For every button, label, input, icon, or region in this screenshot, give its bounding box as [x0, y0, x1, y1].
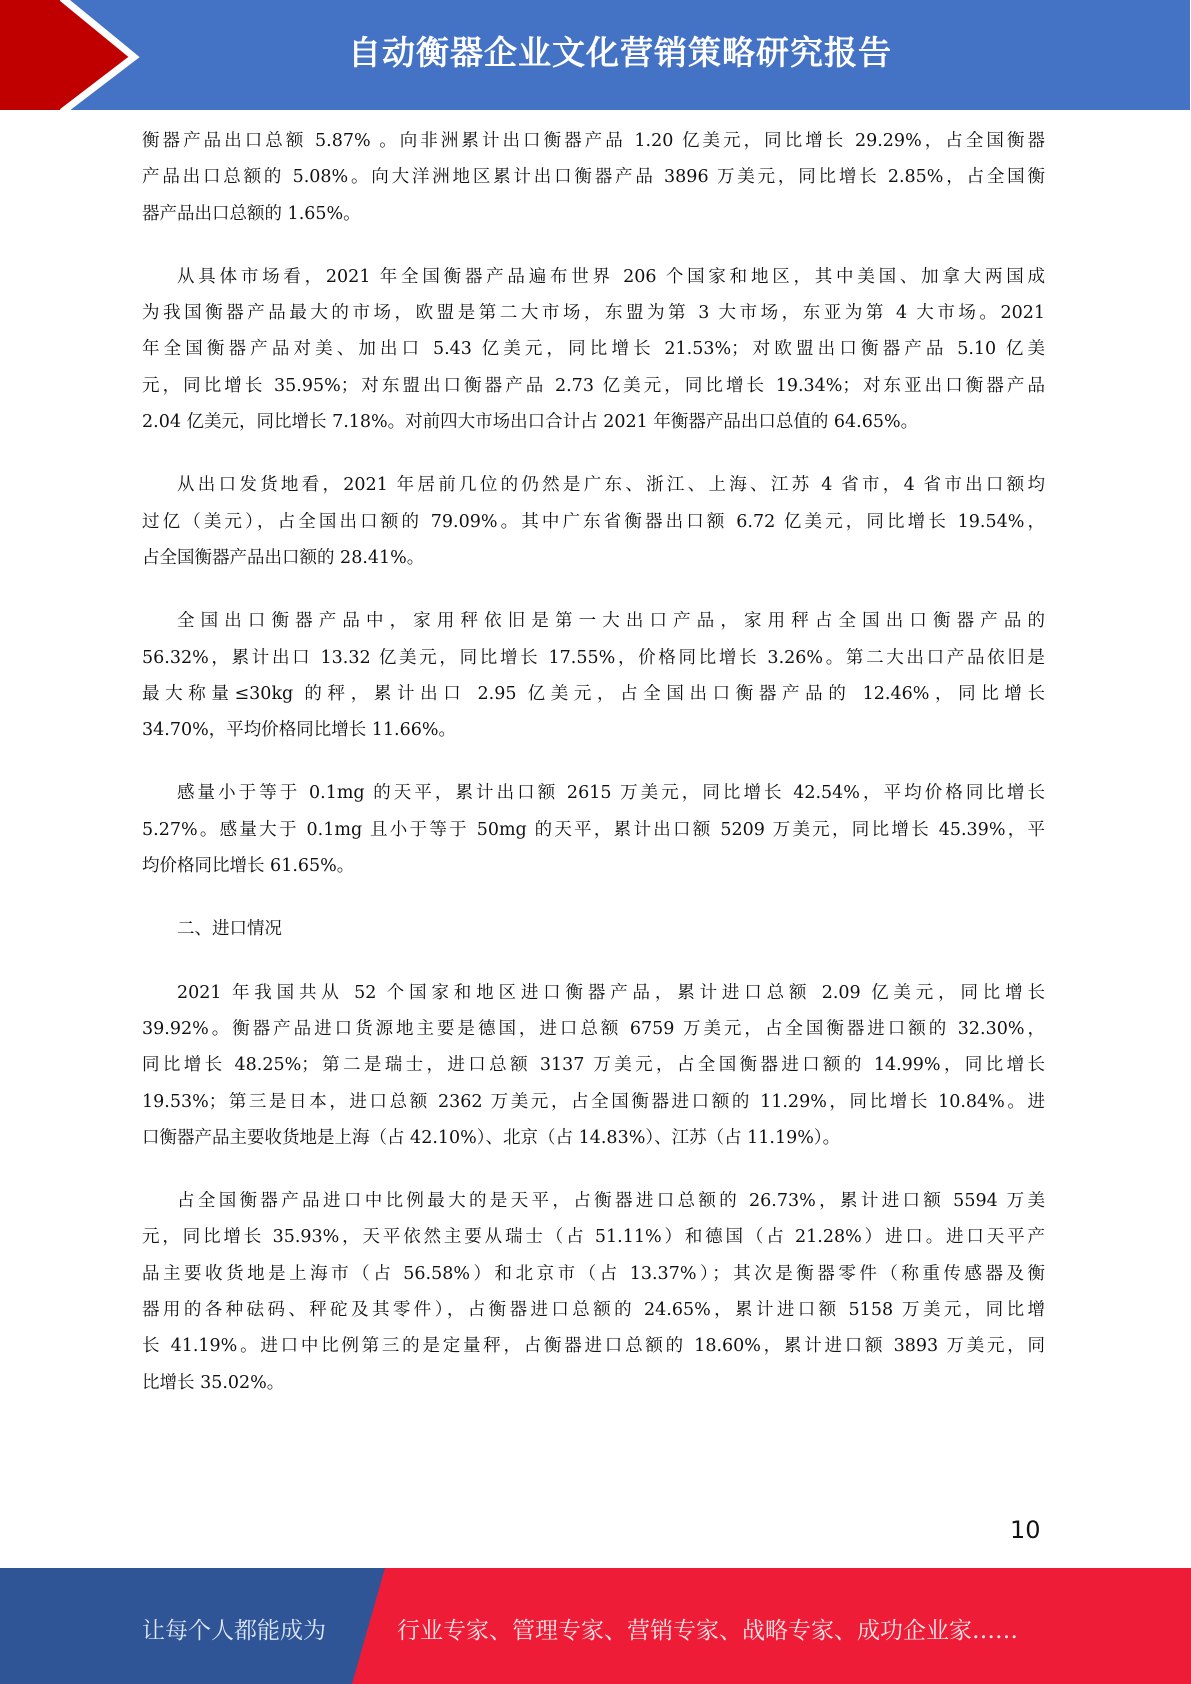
text-line: 19.53%；第三是日本，进口总额 2362 万美元，占全国衡器进口额的 11.29%，同比增长 10.84%。进: [142, 1091, 1045, 1112]
text-line: 5.27%。感量大于 0.1mg 且小于等于 50mg 的天平，累计出口额 5209 万美元，同比增长 45.39%，平: [142, 819, 1045, 840]
paragraph: [142, 123, 1045, 232]
footer-slogan-right: 行业专家、管理专家、营销专家、战略专家、成功企业家……: [397, 1618, 1018, 1644]
text-line: 比增长 35.02%。: [142, 1372, 285, 1393]
paragraph: [142, 603, 1045, 748]
paragraph: [142, 1183, 1045, 1401]
text-line: 从出口发货地看，2021 年居前几位的仍然是广东、浙江、上海、江苏 4 省市，4 省市出口额均: [177, 475, 1045, 496]
document-body: [142, 123, 1045, 1428]
text-line: 元，同比增长 35.95%；对东盟出口衡器产品 2.73 亿美元，同比增长 19.34%；对东亚出口衡器产品: [142, 375, 1045, 396]
footer-slogan-left: 让每个人都能成为: [142, 1618, 326, 1644]
text-line: 元，同比增长 35.93%，天平依然主要从瑞士（占 51.11%）和德国（占 21.28%）进口。进口天平产: [142, 1227, 1045, 1248]
text-line: 二、进口情况: [177, 919, 282, 940]
paragraph: [142, 467, 1045, 576]
text-line: 长 41.19%。进口中比例第三的是定量秤，占衡器进口总额的 18.60%，累计进口额 3893 万美元，同: [142, 1336, 1045, 1357]
text-line: 占全国衡器产品进口中比例最大的是天平，占衡器进口总额的 26.73%，累计进口额 5594 万美: [177, 1191, 1045, 1212]
text-line: 39.92%。衡器产品进口货源地主要是德国，进口总额 6759 万美元，占全国衡器进口额的 32.30%，: [142, 1018, 1045, 1039]
text-line: 最大称量≤30kg 的秤，累计出口 2.95 亿美元，占全国出口衡器产品的 12.46%，同比增长: [142, 683, 1045, 704]
text-line: 产品出口总额的 5.08%。向大洋洲地区累计出口衡器产品 3896 万美元，同比增长 2.85%，占全国衡: [142, 167, 1045, 188]
page-number: 10: [1010, 1516, 1041, 1544]
text-line: 从具体市场看，2021 年全国衡器产品遍布世界 206 个国家和地区，其中美国、加拿大两国成: [177, 266, 1045, 287]
text-line: 器用的各种砝码、秤砣及其零件），占衡器进口总额的 24.65%，累计进口额 5158 万美元，同比增: [142, 1300, 1045, 1321]
text-line: 器产品出口总额的 1.65%。: [142, 203, 361, 224]
text-line: 占全国衡器产品出口额的 28.41%。: [142, 547, 425, 568]
text-line: 品主要收货地是上海市（占 56.58%）和北京市（占 13.37%）；其次是衡器零件（称重传感器及衡: [142, 1263, 1045, 1284]
text-line: 感量小于等于 0.1mg 的天平，累计出口额 2615 万美元，同比增长 42.54%，平均价格同比增长: [177, 783, 1045, 804]
text-line: 2021 年我国共从 52 个国家和地区进口衡器产品，累计进口总额 2.09 亿美元，同比增长: [177, 982, 1045, 1003]
text-line: 56.32%，累计出口 13.32 亿美元，同比增长 17.55%，价格同比增长 3.26%。第二大出口产品依旧是: [142, 647, 1045, 668]
text-line: 口衡器产品主要收货地是上海（占 42.10%）、北京（占 14.83%）、江苏（占 11.19%）。: [142, 1127, 841, 1148]
page-header: [0, 0, 1190, 110]
text-line: 全国出口衡器产品中，家用秤依旧是第一大出口产品，家用秤占全国出口衡器产品的: [177, 611, 1045, 632]
text-line: 同比增长 48.25%；第二是瑞士，进口总额 3137 万美元，占全国衡器进口额的 14.99%，同比增长: [142, 1055, 1045, 1076]
text-line: 过亿（美元），占全国出口额的 79.09%。其中广东省衡器出口额 6.72 亿美元，同比增长 19.54%，: [142, 511, 1045, 532]
text-line: 34.70%，平均价格同比增长 11.66%。: [142, 720, 457, 741]
text-line: 均价格同比增长 61.65%。: [142, 856, 355, 877]
paragraph: [142, 975, 1045, 1156]
text-line: 2.04 亿美元，同比增长 7.18%。对前四大市场出口合计占 2021 年衡器产品出口总值的 64.65%。: [142, 412, 919, 433]
section-heading: [142, 911, 1045, 947]
paragraph: [142, 775, 1045, 884]
text-line: 为我国衡器产品最大的市场，欧盟是第二大市场，东盟为第 3 大市场，东亚为第 4 大市场。2021: [142, 303, 1045, 324]
text-line: 衡器产品出口总额 5.87% 。向非洲累计出口衡器产品 1.20 亿美元，同比增长 29.29%，占全国衡器: [142, 131, 1045, 151]
paragraph: [142, 259, 1045, 440]
report-title: 自动衡器企业文化营销策略研究报告: [348, 33, 892, 72]
text-line: 年全国衡器产品对美、加出口 5.43 亿美元，同比增长 21.53%；对欧盟出口衡器产品 5.10 亿美: [142, 339, 1045, 360]
